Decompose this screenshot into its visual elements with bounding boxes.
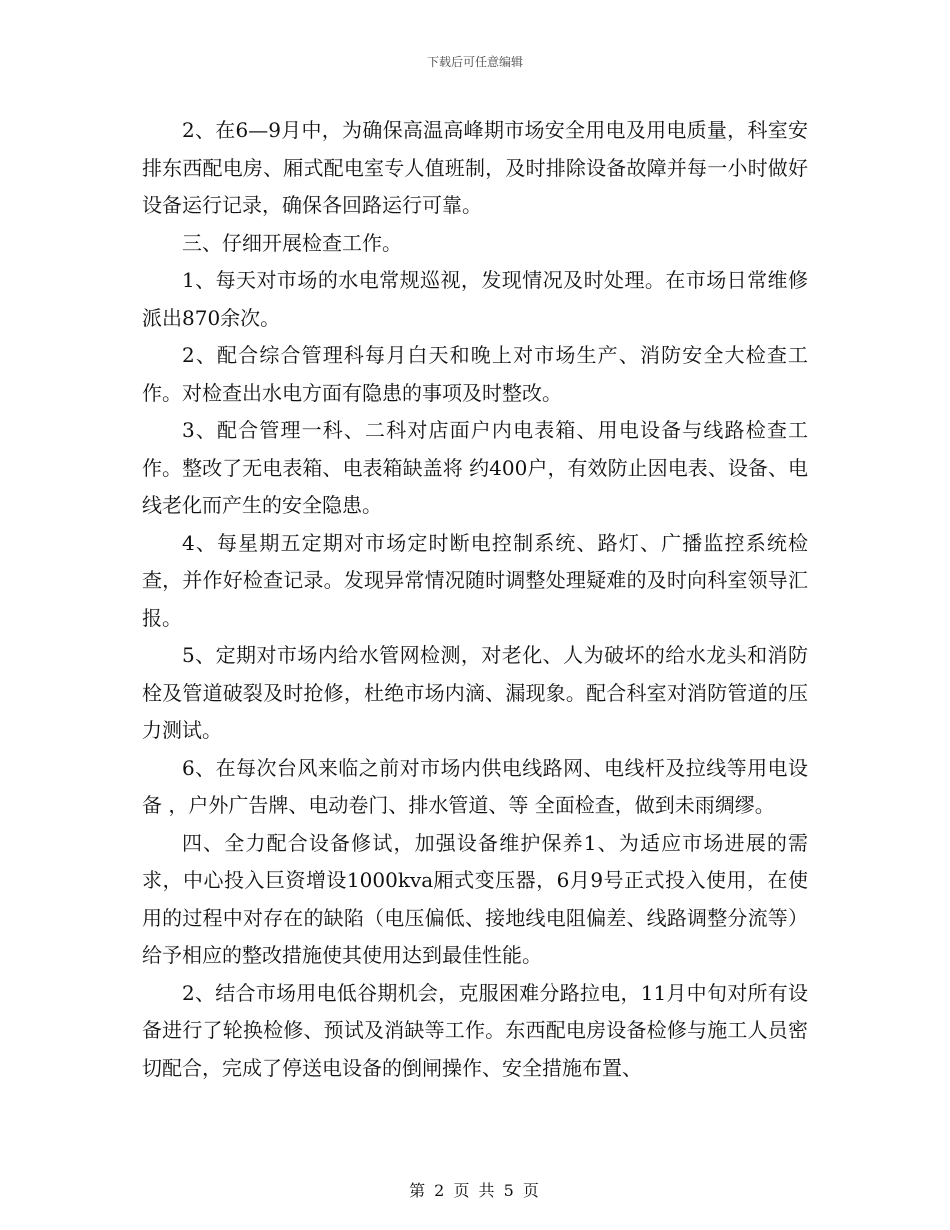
paragraph: 6、在每次台风来临之前对市场内供电线路网、电线杆及拉线等用电设备 ，户外广告牌、电动卷门、排水管道、等 全面检查，做到未雨绸缪。 [142, 755, 808, 817]
paragraph: 2、结合市场用电低谷期机会，克服困难分路拉电，11月中旬对所有设备进行了轮换检修、预试及消缺等工作。东西配电房设备检修与施工人员密切配合，完成了停送电设备的倒闸操作、安全措施布置、 [142, 980, 808, 1080]
page-number: 第 2 页 共 5 页 [409, 1181, 541, 1200]
section-heading: 三、仔细开展检查工作。 [182, 230, 402, 255]
paragraph: 2、在6—9月中，为确保高温高峰期市场安全用电及用电质量，科室安排东西配电房、厢式配电室专人值班制，及时排除设备故障并每一小时做好设备运行记录，确保各回路运行可靠。 [142, 118, 808, 217]
paragraph: 2、配合综合管理科每月白天和晚上对市场生产、消防安全大检查工作。对检查出水电方面有隐患的事项及时整改。 [142, 343, 808, 405]
paragraph: 5、定期对市场内给水管网检测，对老化、人为破坏的给水龙头和消防栓及管道破裂及时抢修，杜绝市场内滴、漏现象。配合科室对消防管道的压力测试。 [142, 643, 808, 742]
paragraph: 四、全力配合设备修试，加强设备维护保养1、为适应市场进展的需求，中心投入巨资增设1000kva厢式变压器，6月9号正式投入使用，在使用的过程中对存在的缺陷（电压偏低、接地线电阻偏差、线路调整分流等）给予相应的整改措施使其使用达到最佳性能。 [142, 830, 808, 967]
document-body [142, 112, 808, 1087]
paragraph: 4、每星期五定期对市场定时断电控制系统、路灯、广播监控系统检查，并作好检查记录。发现异常情况随时调整处理疑难的及时向科室领导汇报。 [142, 530, 808, 630]
paragraph: 1、每天对市场的水电常规巡视，发现情况及时处理。在市场日常维修派出870余次。 [142, 268, 808, 330]
paragraph: 3、配合管理一科、二科对店面户内电表箱、用电设备与线路检查工作。整改了无电表箱、电表箱缺盖将 约400户，有效防止因电表、设备、电线老化而产生的安全隐患。 [142, 418, 808, 517]
page-header: 下载后可任意编辑 [426, 55, 523, 69]
